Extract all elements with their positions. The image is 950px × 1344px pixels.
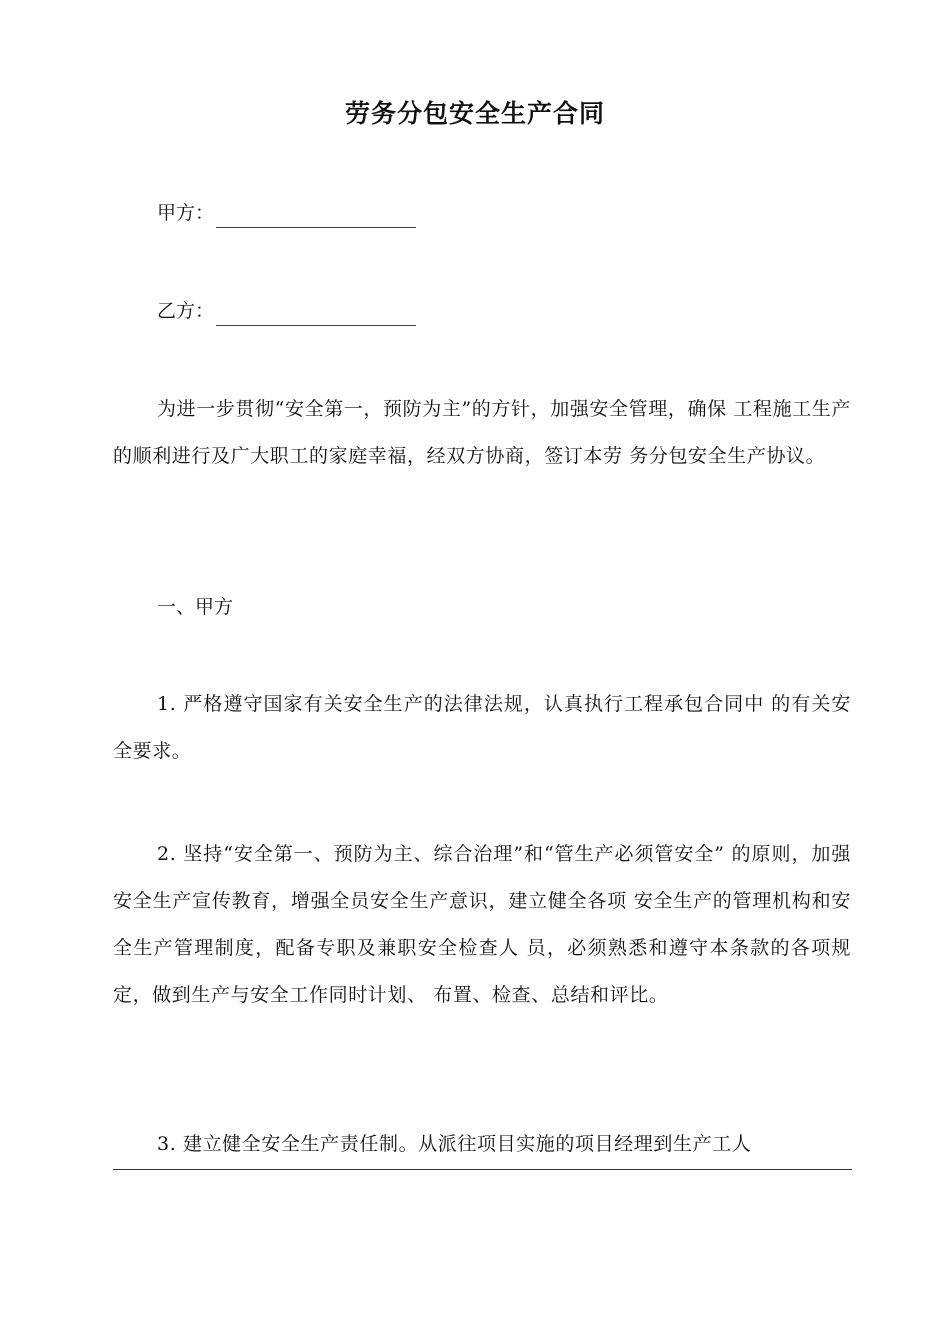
- party-a-label: 甲方：: [157, 202, 215, 224]
- intro-paragraph: 为进一步贯彻“安全第一，预防为主”的方针，加强安全管理，确保 工程施工生产的顺利进行及广大职工的家庭幸福，经双方协商，签订本劳 务分包安全生产协议。: [113, 398, 851, 467]
- party-b-line: [157, 296, 416, 326]
- clause-3-paragraph: 3. 建立健全安全生产责任制。从派往项目实施的项目经理到生产工人: [157, 1133, 752, 1155]
- party-b-label: 乙方：: [157, 300, 215, 322]
- page-bottom-rule: [113, 1169, 852, 1170]
- section-one-heading: 一、甲方: [157, 596, 234, 618]
- clause-2-paragraph: 2. 坚持“安全第一、预防为主、综合治理”和“管生产必须管安全” 的原则，加强安全生产宣传教育，增强全员安全生产意识，建立健全各项 安全生产的管理机构和安全生产管理制度，配备专职及兼职安全检查人 员，必须熟悉和遵守本条款的各项规定，做到生产与安全工作同时计划、 布置、检查、总结和评比。: [113, 843, 851, 1006]
- clause-1-paragraph: 1. 严格遵守国家有关安全生产的法律法规，认真执行工程承包合同中 的有关安全要求。: [113, 693, 851, 762]
- document-title: 劳务分包安全生产合同: [344, 99, 605, 128]
- party-a-line: [157, 198, 416, 228]
- party-b-blank: [216, 305, 416, 326]
- party-a-blank: [216, 207, 416, 228]
